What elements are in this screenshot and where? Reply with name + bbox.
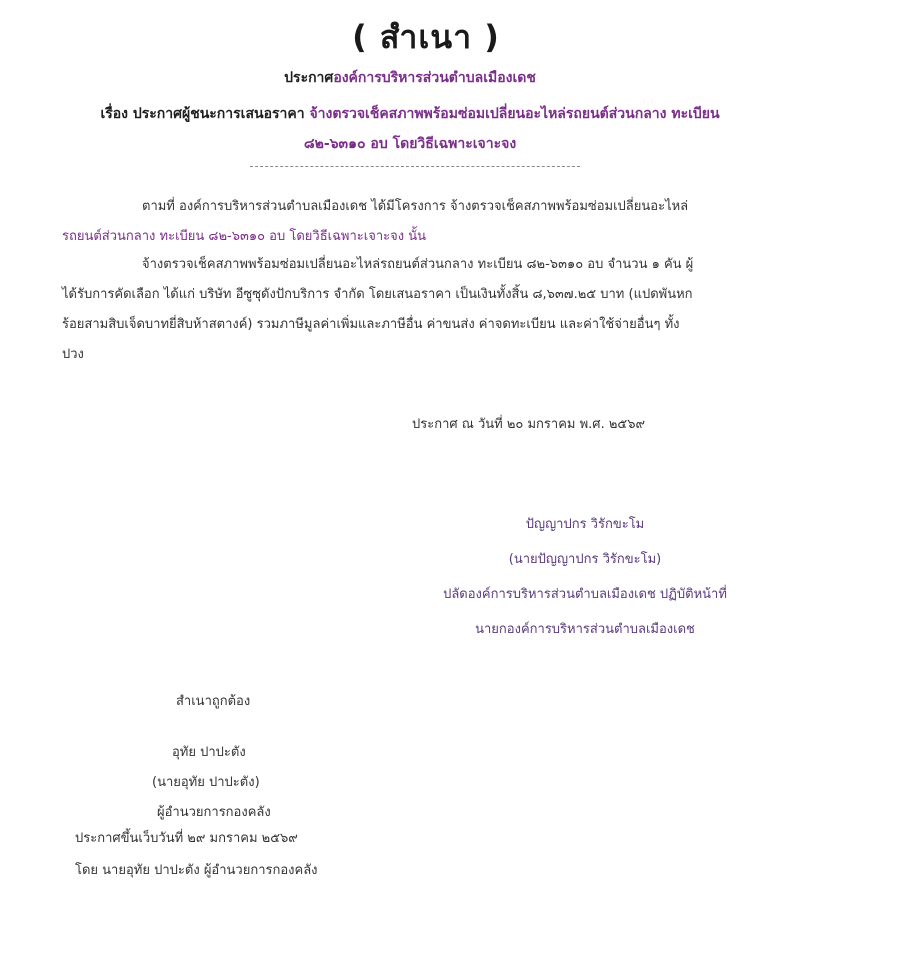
announcement-heading bbox=[0, 68, 820, 88]
announcement-date: ประกาศ ณ วันที่ ๒๐ มกราคม พ.ศ. ๒๕๖๙ bbox=[412, 417, 646, 432]
paragraph-2 bbox=[62, 250, 762, 370]
paragraph-2-line-1: จ้างตรวจเช็คสภาพพร้อมซ่อมเปลี่ยนอะไหล่รถยนต์ส่วนกลาง ทะเบียน ๘๒-๖๓๑๐ อบ จำนวน ๑ คัน ผู้ bbox=[142, 257, 694, 272]
paragraph-2-line-4: ปวง bbox=[62, 347, 84, 362]
paragraph-2-line-3: ร้อยสามสิบเจ็ดบาทยี่สิบห้าสตางค์) รวมภาษีมูลค่าเพิ่มและภาษีอื่น ค่าขนส่ง ค่าจดทะเบียน และค่าใช้จ่ายอื่นๆ ทั้ง bbox=[62, 317, 680, 332]
certifier-full-name: (นายอุทัย ปาปะตัง) bbox=[152, 775, 260, 790]
certified-copy-label: สำเนาถูกต้อง bbox=[176, 694, 251, 709]
announcement-prefix: ประกาศ bbox=[284, 70, 334, 86]
paragraph-2-line-2: ได้รับการคัดเลือก ได้แก่ บริษัท อีซูซุดังปักบริการ จำกัด โดยเสนอราคา เป็นเงินทั้งสิ้น ๘,๖๓๗.๒๕ บาท (แปดพันหก bbox=[62, 287, 693, 302]
subject-text-continued: ๘๒-๖๓๑๐ อบ โดยวิธีเฉพาะเจาะจง bbox=[303, 136, 517, 152]
paragraph-1 bbox=[62, 192, 762, 252]
subject-prefix: เรื่อง ประกาศผู้ชนะการเสนอราคา bbox=[100, 106, 305, 122]
divider-line bbox=[250, 166, 580, 167]
document-title: ( สำเนา ) bbox=[352, 18, 500, 56]
subject-text: จ้างตรวจเช็คสภาพพร้อมซ่อมเปลี่ยนอะไหล่รถยนต์ส่วนกลาง ทะเบียน bbox=[309, 106, 720, 122]
paragraph-1-line-2: รถยนต์ส่วนกลาง ทะเบียน ๘๒-๖๓๑๐ อบ โดยวิธีเฉพาะเจาะจง นั้น bbox=[62, 229, 426, 244]
paragraph-1-line-1: ตามที่ องค์การบริหารส่วนตำบลเมืองเดช ได้มีโครงการ จ้างตรวจเช็คสภาพพร้อมซ่อมเปลี่ยนอะไหล่ bbox=[142, 199, 689, 214]
certifier-name: อุทัย ปาปะตัง bbox=[172, 745, 246, 760]
organization-name: องค์การบริหารส่วนตำบลเมืองเดช bbox=[333, 70, 536, 86]
certifier-position: ผู้อำนวยการกองคลัง bbox=[157, 805, 271, 820]
signatory-name: ปัญญาปกร วิรักขะโม bbox=[525, 517, 645, 532]
signatory-position-line-1: ปลัดองค์การบริหารส่วนตำบลเมืองเดช ปฏิบัติหน้าที่ bbox=[443, 587, 727, 602]
published-by: โดย นายอุทัย ปาปะตัง ผู้อำนวยการกองคลัง bbox=[75, 863, 318, 878]
signatory-full-name: (นายปัญญาปกร วิรักขะโม) bbox=[508, 552, 662, 567]
subject-line bbox=[0, 104, 820, 124]
web-publish-date: ประกาศขึ้นเว็บวันที่ ๒๙ มกราคม ๒๕๖๙ bbox=[75, 831, 298, 846]
signatory-position-line-2: นายกองค์การบริหารส่วนตำบลเมืองเดช bbox=[475, 622, 695, 637]
